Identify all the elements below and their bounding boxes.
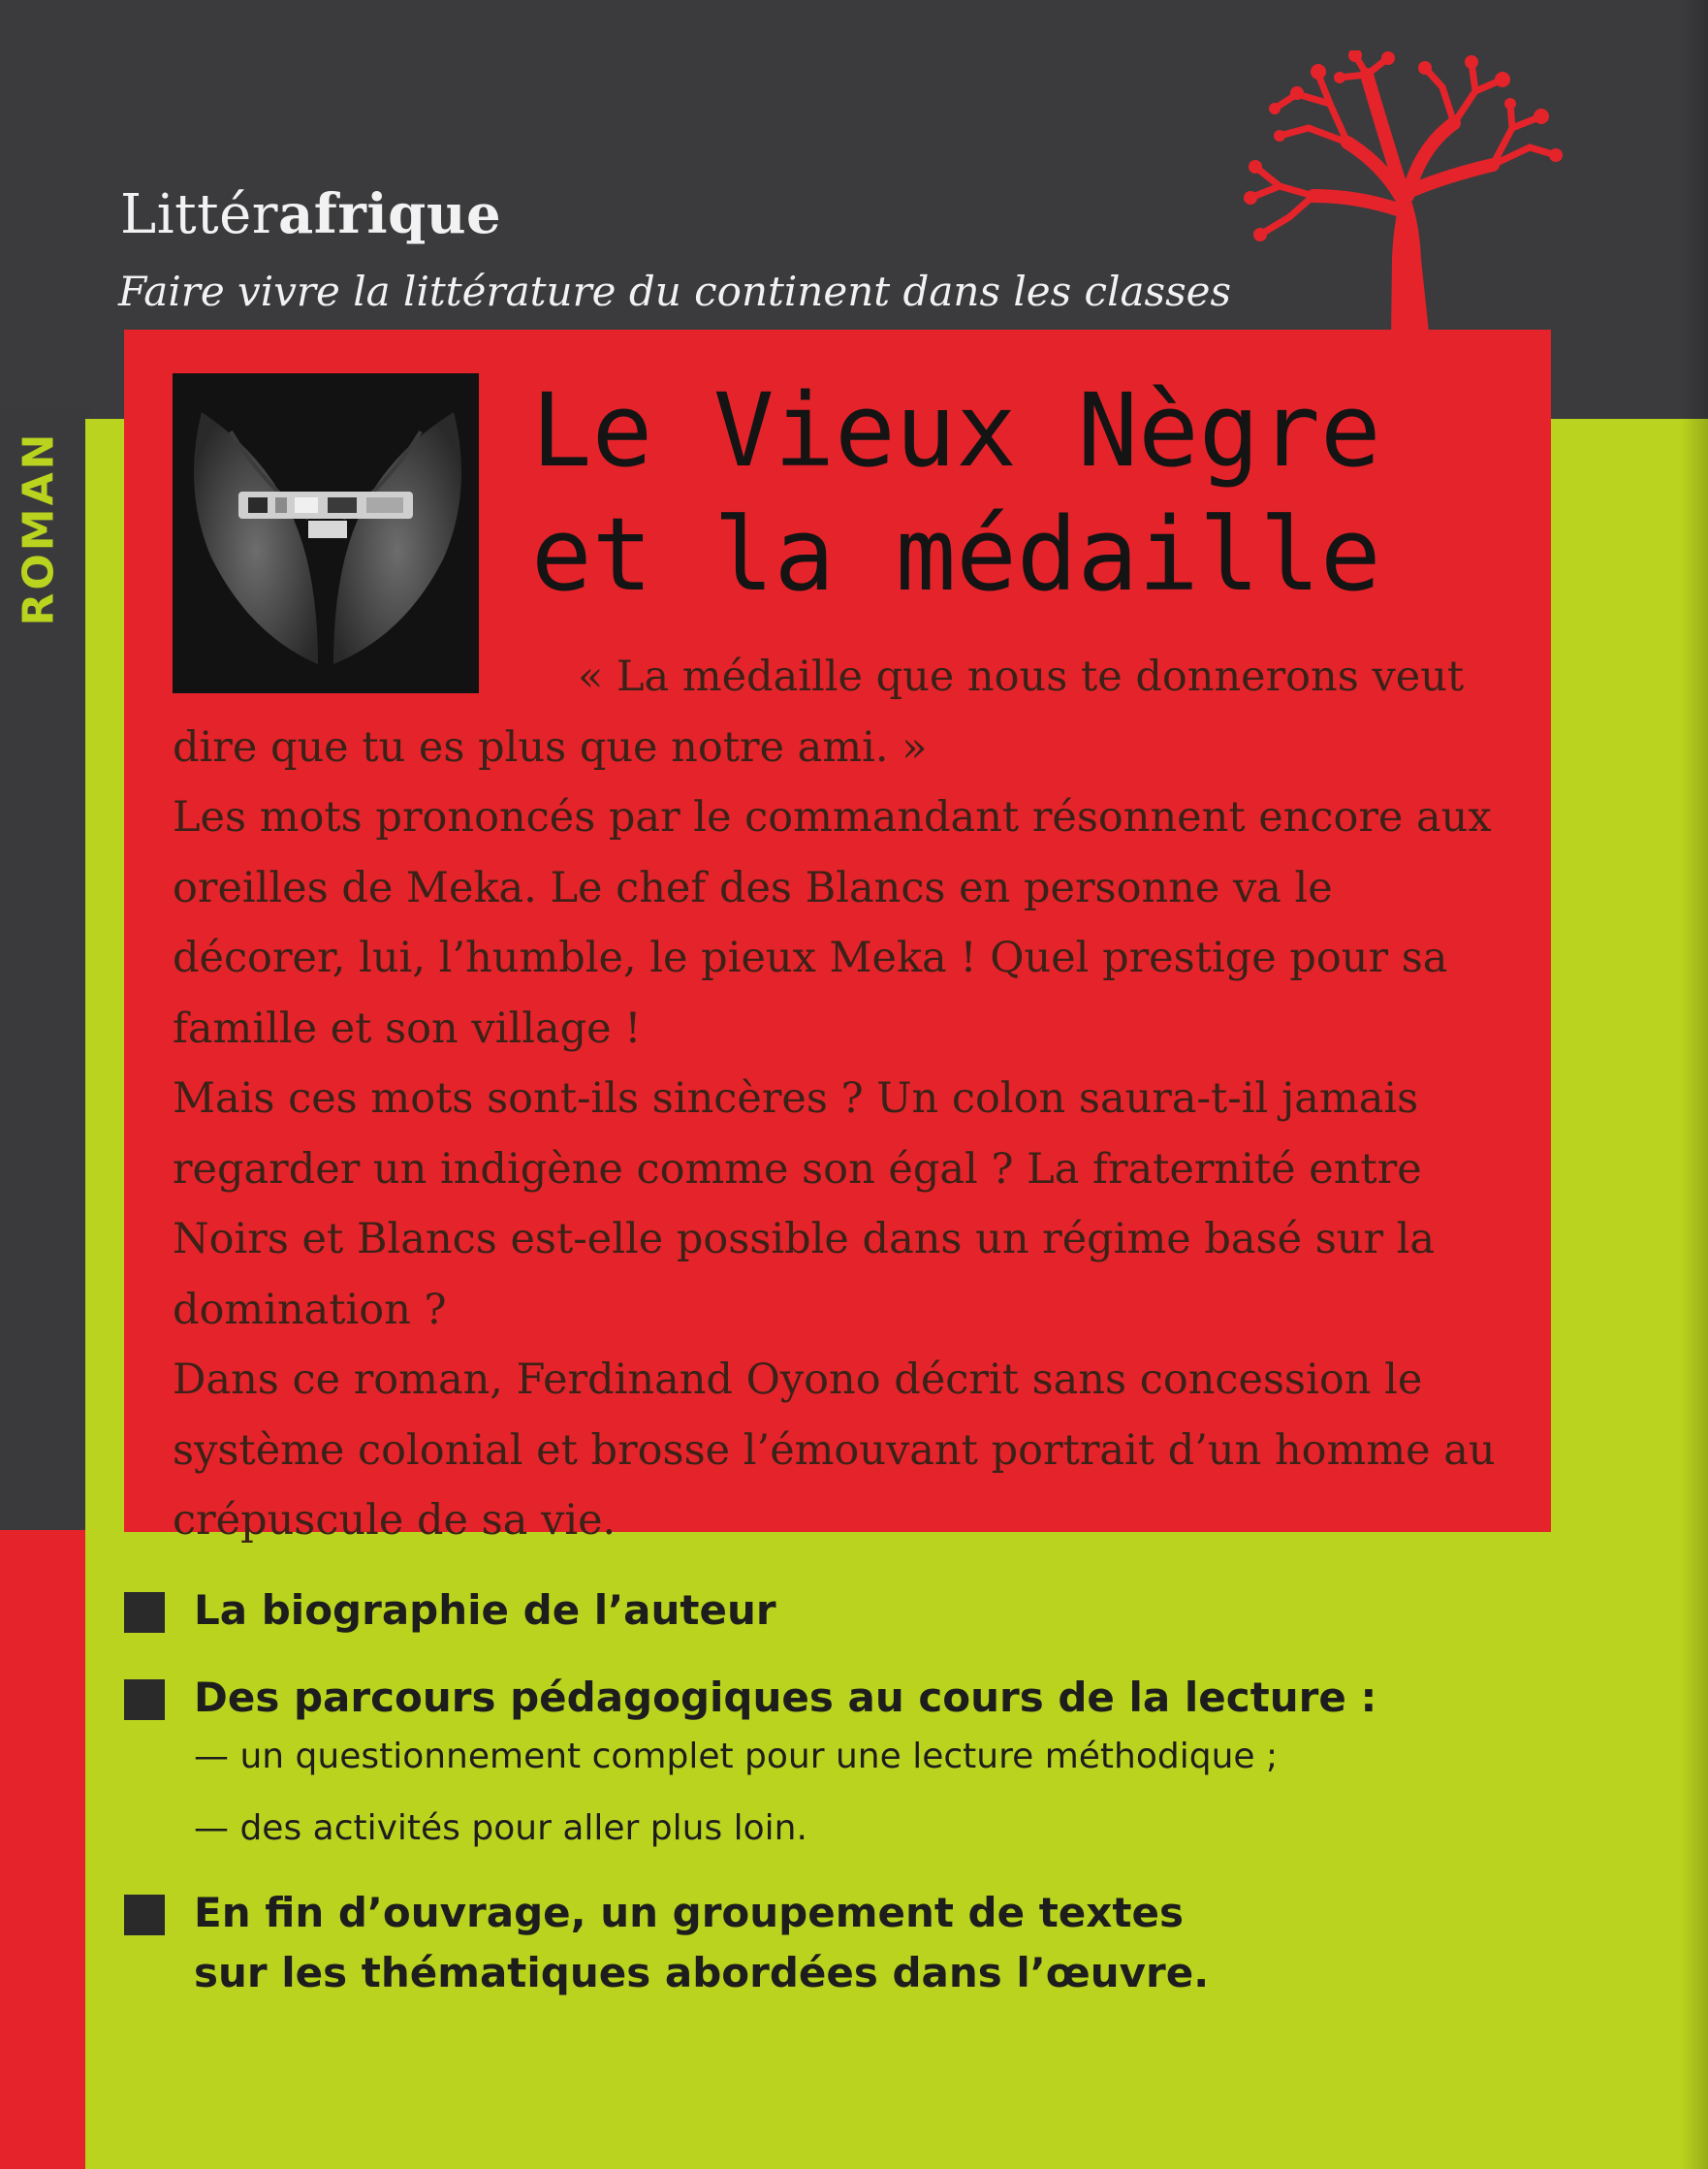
book-title-line1: Le Vieux Nègre (531, 371, 1381, 490)
feature-title: La biographie de l’auteur (194, 1586, 776, 1634)
book-title (531, 368, 1530, 617)
left-strip-red (0, 1530, 92, 2169)
feature-list (124, 1580, 1578, 2003)
summary-paragraph2: Mais ces mots sont-ils sincères ? Un colon saura-t-il jamais regarder un indigène comme son égal ? La fraternité entre Noirs et Blancs est-elle possible dans un régime basé sur la domination ? (173, 1074, 1436, 1334)
feature-subitem: — un questionnement complet pour une lecture méthodique ; (194, 1737, 1279, 1776)
feature-item (124, 1668, 1578, 1854)
baobab-tree-icon (1221, 50, 1570, 341)
feature-item (124, 1883, 1578, 2003)
summary-paragraph3: Dans ce roman, Ferdinand Oyono décrit sans concession le système colonial et brosse l’émouvant portrait d’un homme au crépuscule de sa vie. (173, 1356, 1496, 1545)
square-bullet-icon (124, 1592, 165, 1633)
genre-label: ROMAN (14, 431, 64, 626)
series-title (120, 182, 501, 246)
feature-title-line2: sur les thématiques abordées dans l’œuvre. (194, 1949, 1210, 1996)
quote-line1-row (173, 642, 1510, 713)
series-title-regular: Littér (120, 183, 279, 246)
feature-title-line1: En fin d’ouvrage, un groupement de textes (194, 1889, 1184, 1936)
feature-item (124, 1580, 1578, 1641)
summary-paragraph1: Les mots prononcés par le commandant résonnent encore aux oreilles de Meka. Le chef des Blancs en personne va le décorer, lui, l’humble, le pieux Meka ! Quel prestige pour sa famille et son village ! (173, 793, 1492, 1053)
cover-edge-shadow (1681, 0, 1708, 2169)
summary-quote-line2: dire que tu es plus que notre ami. » (173, 722, 928, 772)
summary-card (124, 330, 1551, 1545)
book-title-line2: et la médaille (531, 495, 1381, 614)
series-tagline: Faire vivre la littérature du continent dans les classes (118, 268, 1232, 315)
square-bullet-icon (124, 1895, 165, 1935)
square-bullet-icon (124, 1679, 165, 1720)
series-title-bold: afrique (278, 182, 502, 246)
book-summary (173, 642, 1510, 1556)
summary-quote-line1: « La médaille que nous te donnerons veut (578, 653, 1465, 701)
feature-title: Des parcours pédagogiques au cours de la lecture : (194, 1674, 1377, 1721)
feature-subitem: — des activités pour aller plus loin. (194, 1808, 807, 1848)
